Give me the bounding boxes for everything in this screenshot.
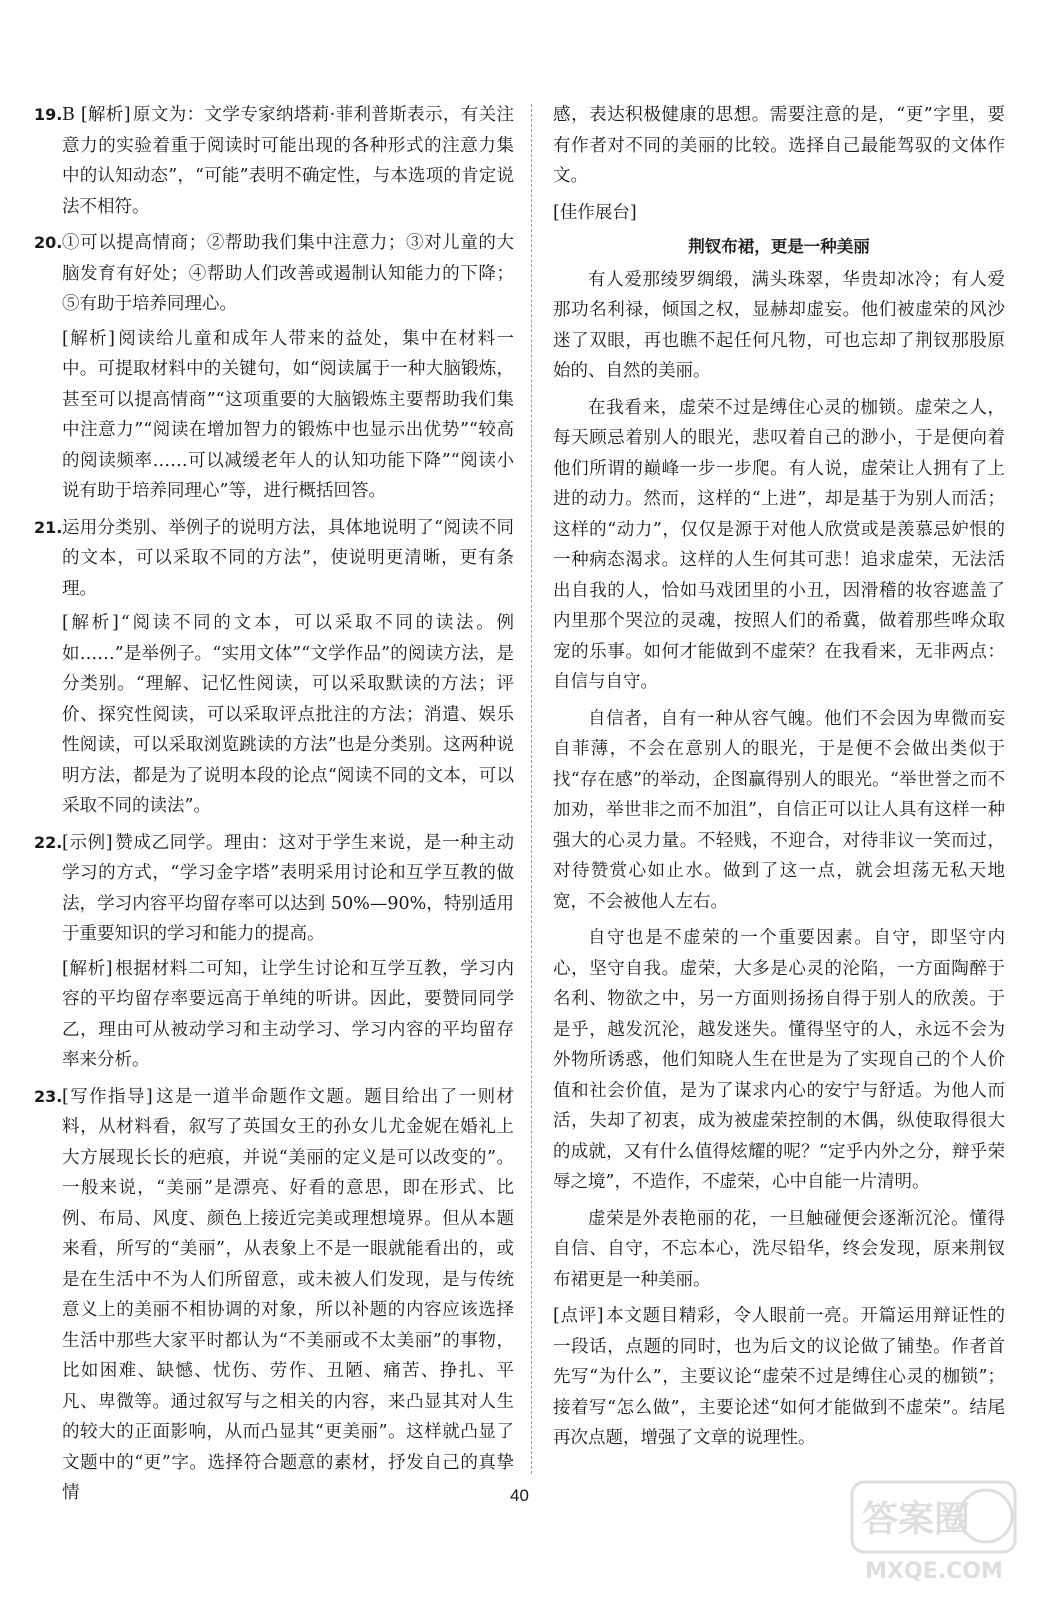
analysis-tag: [ 解析 ]	[62, 613, 119, 633]
question-number: 21.	[34, 517, 63, 537]
analysis-text: “阅读不同的文本，可以采取不同的读法。例如……”是举例子。“实用文体”“文学作品”的阅读方法，是分类别。“理解、记忆性阅读，可以采取默读的方法；评价、探究性阅读，可以采取评点批注的方法；消遣、娱乐性阅读，可以采取浏览跳读的方法”也是分类别。这两种说明方法，都是为了说明本段的论点“阅读不同的文本，可以采取不同的读法”。	[62, 613, 514, 816]
right-column	[553, 100, 1005, 1454]
question-20	[34, 228, 514, 507]
analysis-tag: [ 解析 ]	[62, 329, 115, 349]
analysis-block	[62, 608, 514, 822]
analysis-block	[62, 324, 514, 507]
showcase-heading	[553, 198, 1005, 229]
watermark-logo	[846, 1476, 1021, 1586]
watermark-icon	[846, 1476, 1021, 1586]
question-21	[34, 513, 514, 822]
answer-choice: B	[62, 105, 75, 125]
showcase-tag: [ 佳作展台 ]	[553, 203, 637, 223]
left-column	[34, 100, 514, 1515]
comment-text: 本文题目精彩，令人眼前一亮。开篇运用辩证性的一段话，点题的同时，也为后文的议论做了铺垫。作者首先写“为什么”，主要议论“虚荣不过是缚住心灵的枷锁”；接着写“怎么做”，主要论述“如何才能做到不虚荣”。结尾再次点题，增强了文章的说理性。	[553, 1306, 1006, 1448]
question-number: 23.	[34, 1086, 63, 1106]
essay-paragraph: 虚荣是外表艳丽的花，一旦触碰便会逐渐沉沦。懂得自信、自守，不忘本心，洗尽铅华，终会发现，原来荆钗布裙更是一种美丽。	[553, 1208, 1005, 1290]
answer-text: 运用分类别、举例子的说明方法，具体地说明了“阅读不同的文本，可以采取不同的方法”，使说明更清晰，更有条理。	[62, 517, 514, 599]
essay-paragraph: 在我看来，虚荣不过是缚住心灵的枷锁。虚荣之人，每天顾忌着别人的眼光，悲叹着自己的渺小，于是便向着他们所谓的巅峰一步一步爬。有人说，虚荣让人拥有了上进的动力。然而，这样的“上进”，却是基于为别人而活；这样的“动力”，仅仅是源于对他人欣赏或是羡慕忌妒恨的一种病态渴求。这样的人生何其可悲！追求虚荣，无法活出自我的人，恰如马戏团里的小丑，因滑稽的妆容遮盖了内里那个哭泣的灵魂，按照人们的希冀，做着那些哗众取宠的乐事。如何才能做到不虚荣？在我看来，无非两点：自信与自守。	[553, 397, 1005, 692]
watermark-url: MXQE.COM	[865, 1559, 1003, 1584]
writing-guide-tag: [ 写作指导 ]	[62, 1087, 153, 1107]
essay-title: 荆钗布裙，更是一种美丽	[688, 237, 870, 256]
analysis-tag: [ 解析 ]	[62, 959, 113, 979]
analysis-tag: [ 解析 ]	[81, 105, 131, 125]
writing-guide-text: 这是一道半命题作文题。题目给出了一则材料，从材料看，叙写了英国女王的孙女儿尤金妮在婚礼上大方展现长长的疤痕，并说“美丽的定义是可以改变的”。一般来说，“美丽”是漂亮、好看的意思，即在形式、比例、布局、风度、颜色上接近完美或理想境界。但从本题来看，所写的“美丽”，从表象上不是一眼就能看出的，或是在生活中不为人们所留意，或未被人们发现，是与传统意义上的美丽不相协调的对象，所以补题的内容应该选择生活中那些大家平时都认为“不美丽或不太美丽”的事物，比如困难、缺憾、忧伤、劳作、丑陋、痛苦、挣扎、平凡、卑微等。通过叙写与之相关的内容，来凸显其对人生的较大的正面影响，从而凸显其“更美丽”。这样就凸显了文题中的“更”字。选择符合题意的素材，抒发自己的真挚情	[62, 1086, 515, 1503]
essay-paragraph: 有人爱那绫罗绸缎，满头珠翠，华贵却冰冷；有人爱那功名利禄，倾国之权，显赫却虚妄。他们被虚荣的风沙迷了双眼，再也瞧不起任何凡物，可也忘却了荆钗那股原始的、自然的美丽。	[553, 269, 1005, 381]
comment-block	[553, 1301, 1005, 1454]
answer-block	[62, 828, 514, 950]
writing-guide-continuation: 感，表达积极健康的思想。需要注意的是，“更”字里，要有作者对不同的美丽的比较。选择自己最能驾驭的文体作文。	[553, 105, 1005, 186]
question-19	[34, 100, 514, 222]
question-number: 19.	[34, 105, 63, 124]
question-22	[34, 828, 514, 1076]
page-number: 40	[510, 1486, 529, 1505]
answer-text: ①可以提高情商；②帮助我们集中注意力；③对儿童的大脑发育有好处；④帮助人们改善或遏制认知能力的下降；⑤有助于培养同理心。	[62, 233, 514, 314]
watermark-title: 答案圈	[861, 1499, 971, 1540]
essay-paragraph: 自信者，自有一种从容气魄。他们不会因为卑微而妄自菲薄，不会在意别人的眼光，于是便不会做出类似于找“存在感”的举动，企图赢得别人的眼光。“举世誉之而不加劝，举世非之而不加沮”，自信正可以让人具有这样一种强大的心灵力量。不轻贱，不迎合，对待非议一笑而过，对待赞赏心如止水。做到了这一点，就会坦荡无私天地宽，不会被他人左右。	[553, 708, 1005, 912]
comment-tag: [ 点评 ]	[553, 1306, 604, 1326]
essay-paragraph: 自守也是不虚荣的一个重要因素。自守，即坚守内心，坚守自我。虚荣，大多是心灵的沦陷，一方面陶醉于名利、物欲之中，另一方面则扬扬自得于别人的欣羡。于是乎，越发沉沦，越发迷失。懂得坚守的人，永远不会为外物所诱惑，他们知晓人生在世是为了实现自己的个人价值和社会价值，是为了谋求内心的安宁与舒适。为他人而活，失却了初衷，成为被虚荣控制的木偶，纵使取得很大的成就，又有什么值得炫耀的呢？“定乎内外之分，辩乎荣辱之境”，不造作，不虚荣，心中自能一片清明。	[553, 928, 1005, 1192]
question-23	[34, 1082, 514, 1509]
analysis-text: 根据材料二可知，让学生讨论和互学互教，学习内容的平均留存率要远高于单纯的听讲。因此，要赞同同学乙，理由可从被动学习和主动学习、学习内容的平均留存率来分析。	[62, 958, 515, 1070]
analysis-text: 原文为：文学专家纳塔莉·菲利普斯表示，有关注意力的实验着重于阅读时可能出现的各种形式的注意力集中的认知动态”，“可能”表明不确定性，与本选项的肯定说法不相符。	[62, 105, 515, 217]
answer-text: 赞成乙同学。理由：这对于学生来说，是一种主动学习的方式，“学习金字塔”表明采用讨论和互学互教的做法，学习内容平均留存率可以达到 50%—90%，特别适用于重要知识的学习和能力的提高。	[62, 832, 515, 944]
example-tag: [ 示例 ]	[62, 833, 113, 853]
question-number: 22.	[34, 832, 63, 852]
analysis-text: 阅读给儿童和成年人带来的益处，集中在材料一中。可提取材料中的关键句，如“阅读属于一种大脑锻炼，甚至可以提高情商”“这项重要的大脑锻炼主要帮助我们集中注意力”“阅读在增加智力的锻炼中也显示出优势”“较高的阅读频率……可以减缓老年人的认知功能下降”“阅读小说有助于培养同理心”等，进行概括回答。	[62, 328, 515, 501]
question-number: 20.	[34, 233, 63, 252]
column-divider	[531, 104, 532, 1474]
analysis-block	[62, 954, 514, 1076]
